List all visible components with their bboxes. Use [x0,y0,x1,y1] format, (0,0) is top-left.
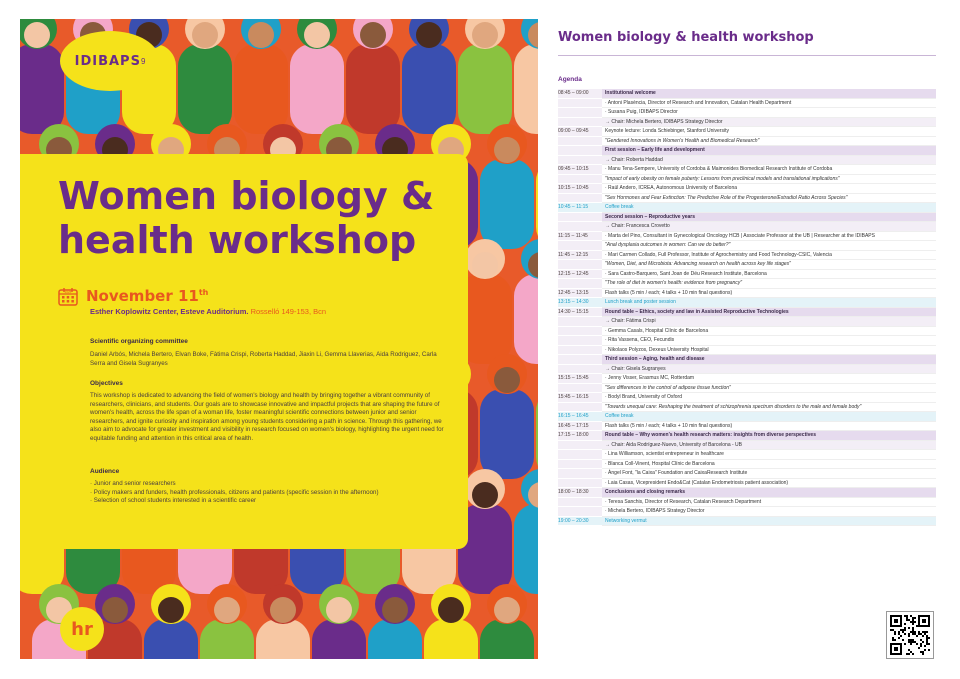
figure-head [326,597,352,623]
agenda-row [558,212,936,222]
agenda-time: 11:15 – 11:45 [558,231,602,241]
agenda-content: Round table – Why women's health research matters: insights from diverse perspectives [602,431,936,441]
agenda-time [558,355,602,365]
agenda-time: 13:15 – 14:30 [558,298,602,308]
figure-body [312,619,366,659]
agenda-content: First session – Early life and development [602,146,936,156]
agenda-row [558,326,936,336]
agenda-time [558,155,602,165]
agenda-row [558,269,936,279]
agenda-row [558,450,936,460]
agenda-row [558,488,936,498]
event-date-sup: th [198,288,209,297]
agenda-content: · Jenny Visser, Erasmus MC, Rotterdam [602,374,936,384]
agenda-row [558,279,936,289]
agenda-row [558,117,936,127]
committee-text: Daniel Arbós, Michela Bertero, Elvan Boke, Fàtima Crispi, Roberta Haddad, Jiaxin Li, Gemma Llaverias, Aida Rodriguez, Carla Serra and Gisela Sugranyes [90,351,437,367]
agenda-time: 12:45 – 13:15 [558,288,602,298]
agenda-row [558,469,936,479]
figure-body [256,619,310,659]
figure-body [402,44,456,134]
agenda-content: · Gemma Casals, Hospital Clínic de Barcelona [602,326,936,336]
agenda-content: "Women, Diet, and Microbiota: Advancing research on health across key life stages" [602,260,936,270]
agenda-content: · Laia Casas, Vicepresident Endo&Cat (Catalan Endometriosis patient association) [602,478,936,488]
agenda-content: "Sex differences in the control of adipose tissue function" [602,383,936,393]
agenda-row [558,165,936,175]
agenda-time [558,336,602,346]
agenda-content: Round table – Ethics, society and law in Assisted Reproductive Technologies [602,307,936,317]
agenda-content: · Bodyl Brand, University of Oxford [602,393,936,403]
figure-head [472,482,498,508]
agenda-content: · Teresa Sanchis, Director of Research, Catalan Research Department [602,497,936,507]
agenda-content: Coffee break [602,412,936,422]
calendar-year: 2025 [64,290,72,294]
audience-item: · Policy makers and funders, health professionals, citizens and patients (specific session in the afternoon) [90,488,379,496]
agenda-content: "The role of diet in women's health: evidence from pregnancy" [602,279,936,289]
poster [20,19,538,659]
agenda-row [558,355,936,365]
program-panel [558,30,936,526]
figure-head [360,22,386,48]
agenda-time: 16:45 – 17:15 [558,421,602,431]
agenda-content: Flash talks (5 min / each; 4 talks + 10 min final questions) [602,421,936,431]
figure-head [494,367,520,393]
agenda-row [558,459,936,469]
agenda-row [558,421,936,431]
info-card [20,154,468,549]
date-row [58,287,208,307]
figure-head [438,597,464,623]
agenda-time [558,383,602,393]
poster-title: Women biology & health workshop [58,174,435,262]
figure-body [290,44,344,134]
agenda-row [558,193,936,203]
agenda-row [558,298,936,308]
agenda-content: · Blanca Coll-Vinent, Hospital Clínic de Barcelona [602,459,936,469]
agenda-time [558,345,602,355]
agenda-time: 15:45 – 16:15 [558,393,602,403]
agenda-content: · Àngel Font, "la Caixa" Foundation and CaixaResearch Institute [602,469,936,479]
agenda-row [558,260,936,270]
figure-body [178,44,232,134]
agenda-time: 14:30 – 15:15 [558,307,602,317]
agenda-time: 10:15 – 10:45 [558,184,602,194]
figure-head [102,597,128,623]
agenda-content: Networking vermut [602,516,936,526]
agenda-time [558,364,602,374]
venue-address: Rosselló 149-153, Bcn [250,307,327,316]
agenda-content: → Chair: Francesca Crovetto [602,222,936,232]
venue [90,307,326,316]
agenda-time: 12:15 – 12:45 [558,269,602,279]
agenda-table [558,89,936,526]
agenda-content: "Towards unequal care: Reshaping the treatment of schizophrenia spectrum disorders to the male and female body" [602,402,936,412]
agenda-content: → Chair: Roberta Haddad [602,155,936,165]
figure-body [368,619,422,659]
figure-body [234,44,288,134]
committee-heading: Scientific organizing committee [90,338,188,345]
agenda-content: "Gendered Innovations in Women's Health and Biomedical Research" [602,136,936,146]
figure-body [514,504,538,594]
figure-head [472,22,498,48]
agenda-content: Keynote lecture: Londa Schiebinger, Stanford University [602,127,936,137]
figure-body [346,44,400,134]
agenda-row [558,364,936,374]
agenda-time: 08:45 – 09:00 [558,89,602,98]
agenda-time [558,459,602,469]
agenda-row [558,250,936,260]
agenda-content: · Sara Castro-Barquero, Sant Joan de Déu Research Institute, Barcelona [602,269,936,279]
agenda-time [558,241,602,251]
agenda-content: Third session – Aging, health and disease [602,355,936,365]
agenda-time: 15:15 – 15:45 [558,374,602,384]
figure-body [514,44,538,134]
agenda-row [558,402,936,412]
agenda-time [558,193,602,203]
agenda-row [558,108,936,118]
figure-body [480,619,534,659]
agenda-row [558,393,936,403]
agenda-row [558,288,936,298]
agenda-time [558,108,602,118]
agenda-row [558,89,936,98]
agenda-row [558,98,936,108]
agenda-time: 17:15 – 18:00 [558,431,602,441]
agenda-row [558,507,936,517]
figure-body [514,274,538,364]
agenda-content: Flash talks (5 min / each; 4 talks + 10 min final questions) [602,288,936,298]
agenda-row [558,307,936,317]
agenda-row [558,440,936,450]
agenda-time [558,136,602,146]
audience-heading: Audience [90,468,120,475]
agenda-time [558,326,602,336]
venue-main: Esther Koplowitz Center, Esteve Auditorium. [90,307,249,316]
agenda-time [558,497,602,507]
audience-list [90,480,450,506]
figure-head [248,22,274,48]
agenda-content: Second session – Reproductive years [602,212,936,222]
agenda-time [558,174,602,184]
agenda-row [558,497,936,507]
figure-head [494,137,520,163]
idibaps-logo-text: IDIBAPS [74,53,141,69]
figure-head [158,597,184,623]
agenda-content: · Nikolaos Polyzos, Dexeus University Hospital [602,345,936,355]
agenda-row [558,431,936,441]
agenda-time: 18:00 – 18:30 [558,488,602,498]
objectives-heading: Objectives [90,380,123,387]
figure-body [200,619,254,659]
agenda-row [558,136,936,146]
agenda-content: · Antoni Plasència, Director of Research and Innovation, Catalan Health Department [602,98,936,108]
hr-logo: hr [60,607,104,651]
figure-head [494,597,520,623]
figure-body [480,159,534,249]
agenda-content: Lunch break and poster session [602,298,936,308]
agenda-row [558,478,936,488]
idibaps-logo-sup: 9 [140,56,146,66]
agenda-content: Coffee break [602,203,936,213]
agenda-time [558,146,602,156]
agenda-row [558,155,936,165]
agenda-time [558,402,602,412]
figure-body [424,619,478,659]
figure-head [304,22,330,48]
qr-code-graphic [887,612,933,658]
agenda-row [558,127,936,137]
agenda-content: · Michela Bertero, IDIBAPS Strategy Director [602,507,936,517]
agenda-heading: Agenda [558,76,582,83]
agenda-content: · Raül Andero, ICREA, Autonomous University of Barcelona [602,184,936,194]
agenda-content: · Manu Tena-Sempere, University of Cordoba & Maimonides Biomedical Research Institute of Cordoba [602,165,936,175]
figure-head [382,597,408,623]
figure-body [458,44,512,134]
agenda-row [558,231,936,241]
agenda-content: → Chair: Gisela Sugranyes [602,364,936,374]
agenda-time [558,212,602,222]
idibaps-logo [60,31,160,91]
audience-item: · Junior and senior researchers [90,480,176,487]
agenda-content: · Susana Puig, IDIBAPS Director [602,108,936,118]
agenda-time: 11:45 – 12:15 [558,250,602,260]
agenda-content: → Chair: Michela Bertero, IDIBAPS Strategy Director [602,117,936,127]
agenda-time [558,507,602,517]
agenda-content: "Anal dysplasia outcomes in women: Can we do better?" [602,241,936,251]
agenda-row [558,383,936,393]
agenda-row [558,222,936,232]
agenda-content: · Lina Williamson, scientist entrepreneur in healthcare [602,450,936,460]
agenda-row [558,184,936,194]
agenda-row [558,345,936,355]
agenda-content: · Rita Vassena, CEO, Fecundis [602,336,936,346]
agenda-time [558,279,602,289]
agenda-content: → Chair: Fàtima Crispi [602,317,936,327]
agenda-time: 16:15 – 16:45 [558,412,602,422]
agenda-time: 09:45 – 10:15 [558,165,602,175]
agenda-time [558,478,602,488]
figure-head [270,597,296,623]
agenda-time [558,260,602,270]
figure-body [144,619,198,659]
agenda-time: 10:45 – 11:15 [558,203,602,213]
event-date-main: November 11 [86,287,199,305]
figure-body [480,389,534,479]
objectives-text: This workshop is dedicated to advancing the field of women's biology and health by bringing together a vibrant community of researchers, clinicians, and students. Our goals are to showcase innovative and impactful projects that are shaping the future of women's health, across the life span of a woman life, foster meaningful scientific connections between junior and senior researchers, and ignite curiosity and inspiration among young students considering a path in science. Through this gathering, we also aim to advocate for greater investment and visibility in research focused on women's biology, highlighting the urgent need for equitable funding and attention in this critical area of health. [90,392,444,442]
agenda-time [558,117,602,127]
agenda-row [558,241,936,251]
agenda-content: · Marta del Pino, Consultant in Gynecological Oncology HCB | Associate Professor at the UB | Researcher at the IDIBAPS [602,231,936,241]
event-date [86,287,208,305]
agenda-row [558,203,936,213]
figure-head [416,22,442,48]
audience-item: · Selection of school students interested in a scientific career [90,497,257,505]
agenda-time [558,98,602,108]
agenda-time [558,317,602,327]
agenda-content: Institutional welcome [602,89,936,98]
agenda-time [558,450,602,460]
agenda-row [558,374,936,384]
agenda-time [558,469,602,479]
agenda-row [558,146,936,156]
agenda-content: Conclusions and closing remarks [602,488,936,498]
agenda-row [558,516,936,526]
figure-head [472,252,498,278]
agenda-content: · Mari Carmen Collado, Full Professor, Institute of Agrochemistry and Food Technology-CSIC, Valencia [602,250,936,260]
agenda-row [558,174,936,184]
agenda-content: "Impact of early obesity on female puberty: Lessons from preclinical models and translational implications" [602,174,936,184]
agenda-content: "Sex Hormones and Fear Extinction: The Predictive Role of the Progesterone/Estradiol Ratio Across Species" [602,193,936,203]
calendar-icon [58,287,78,307]
agenda-row [558,412,936,422]
agenda-time [558,222,602,232]
agenda-time: 09:00 – 09:45 [558,127,602,137]
agenda-content: → Chair: Aida Rodríguez-Nuevo, University of Barcelona - UB [602,440,936,450]
program-title: Women biology & health workshop [558,30,936,56]
figure-head [214,597,240,623]
figure-head [192,22,218,48]
figure-body [20,44,64,134]
agenda-row [558,317,936,327]
agenda-time [558,440,602,450]
qr-code-icon[interactable] [886,611,934,659]
agenda-time: 19:00 – 20:30 [558,516,602,526]
figure-head [24,22,50,48]
agenda-row [558,336,936,346]
